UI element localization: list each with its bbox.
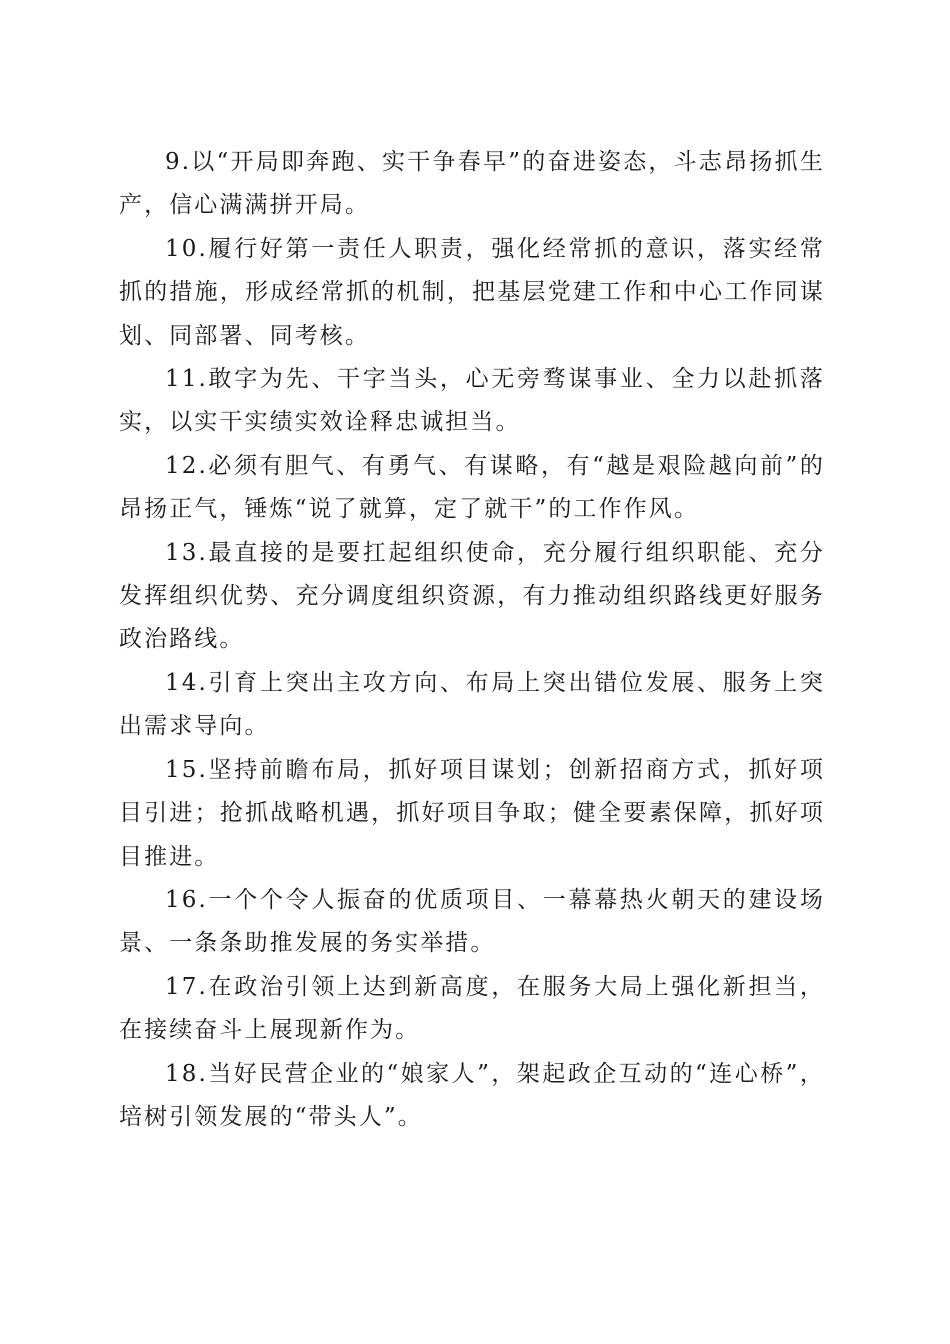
- list-item: 17.在政治引领上达到新高度，在服务大局上强化新担当，在接续奋斗上展现新作为。: [119, 973, 825, 1044]
- list-item: 16.一个个令人振奋的优质项目、一幕幕热火朝天的建设场景、一条条助推发展的务实举措。: [119, 886, 825, 957]
- document-page: [119, 141, 825, 1139]
- list-item: 13.最直接的是要扛起组织使命，充分履行组织职能、充分发挥组织优势、充分调度组织资源，有力推动组织路线更好服务政治路线。: [119, 539, 825, 653]
- list-item: 12.必须有胆气、有勇气、有谋略，有“越是艰险越向前”的昂扬正气，锤炼“说了就算，定了就干”的工作作风。: [119, 452, 825, 523]
- list-item: 18.当好民营企业的“娘家人”，架起政企互动的“连心桥”，培树引领发展的“带头人”。: [119, 1060, 825, 1130]
- list-item: 15.坚持前瞻布局，抓好项目谋划；创新招商方式，抓好项目引进；抢抓战略机遇，抓好项目争取；健全要素保障，抓好项目推进。: [119, 756, 825, 870]
- list-item: 14.引育上突出主攻方向、布局上突出错位发展、服务上突出需求导向。: [119, 669, 825, 740]
- list-item: 10.履行好第一责任人职责，强化经常抓的意识，落实经常抓的措施，形成经常抓的机制，把基层党建工作和中心工作同谋划、同部署、同考核。: [119, 235, 825, 349]
- list-item: 9.以“开局即奔跑、实干争春早”的奋进姿态，斗志昂扬抓生产，信心满满拼开局。: [119, 149, 825, 219]
- list-item: 11.敢字为先、干字当头，心无旁骛谋事业、全力以赴抓落实，以实干实绩实效诠释忠诚担当。: [119, 366, 825, 436]
